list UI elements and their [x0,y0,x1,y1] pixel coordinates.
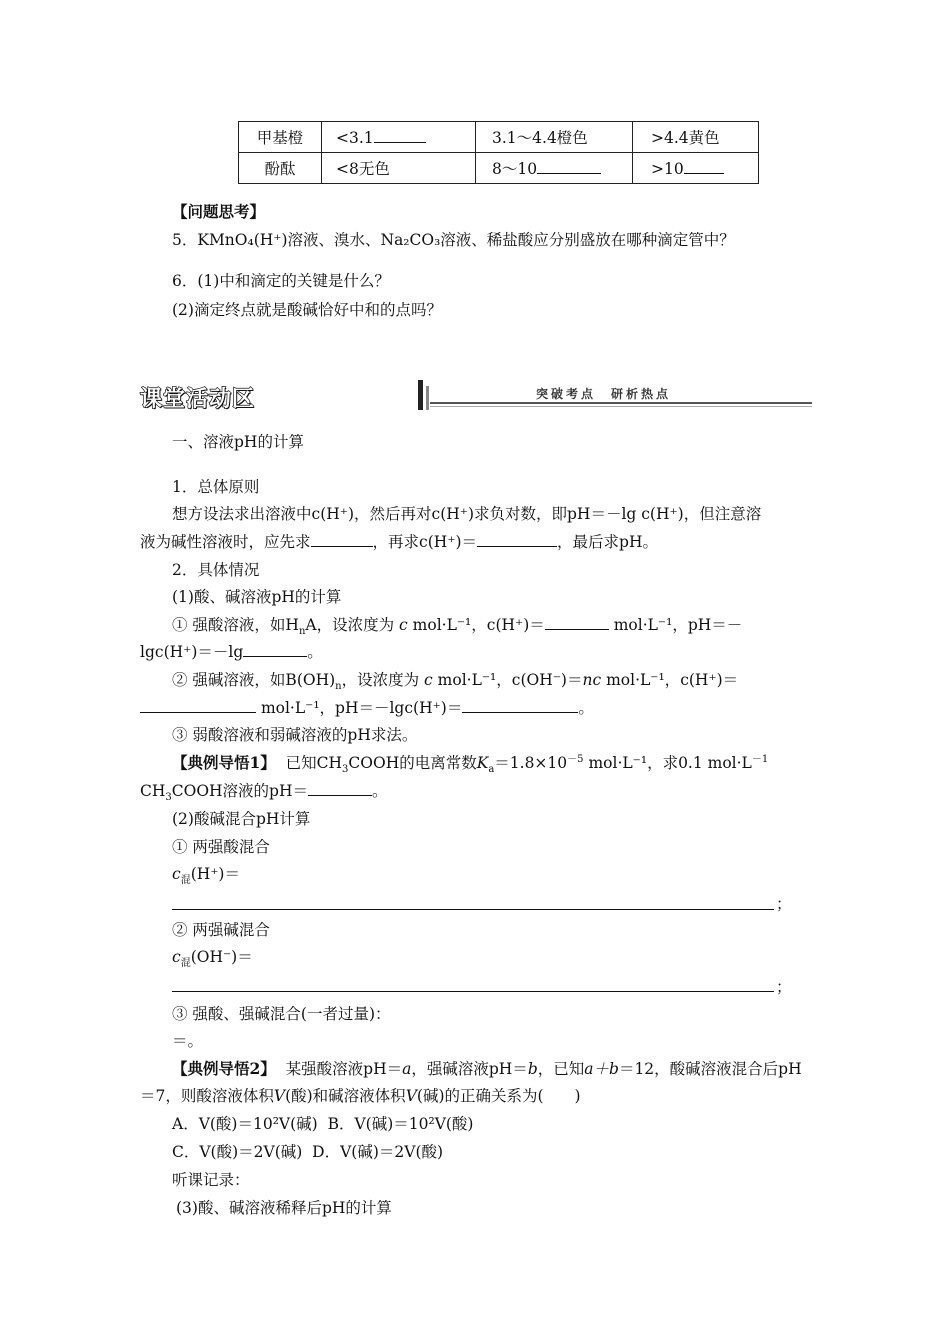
section-heading: 一、溶液pH的计算 [172,433,304,451]
question-6-2: (2)滴定终点就是酸碱恰好中和的点吗？ [172,301,442,319]
fill-blank [374,127,426,143]
banner-bar [426,386,429,410]
paragraph-line: ＝。 [172,1032,204,1050]
fill-blank [311,531,373,547]
formula-line: $c_混(H^+)=$ [172,865,240,887]
paragraph-line: lgc(H⁺)＝－lg 。 [140,643,323,661]
paragraph-line: ③ 强酸、强碱混合(一者过量)： [172,1005,391,1023]
banner-rule [430,402,812,404]
question-6-1: 6．(1)中和滴定的关键是什么？ [172,272,390,290]
option-d[interactable]: D．V(碱)＝2V(酸) [312,1143,444,1161]
paragraph-line: 液为碱性溶液时，应先求 ，再求c(H⁺)＝ ，最后求pH。 [140,533,658,551]
table-cell: 酚酞 [239,153,322,184]
fill-blank [172,991,774,992]
option-c[interactable]: C．V(酸)＝2V(碱) [172,1143,303,1161]
table-row [239,153,759,184]
table-cell: <3.1 [322,122,476,153]
fill-blank [243,641,307,657]
table-cell: 8～10 [476,153,633,184]
fill-blank [477,531,557,547]
subheading: (3)酸、碱溶液稀释后pH的计算 [176,1199,392,1217]
paragraph-line: ③ 弱酸溶液和弱碱溶液的pH求法。 [172,726,418,744]
formula-line: $c_混(OH^-)=$ [172,948,253,970]
example-2-line: 【典例导悟2】 某强酸溶液pH＝a，强碱溶液pH＝b，已知a＋b＝12，酸碱溶液混合后pH [172,1059,802,1078]
paragraph-line: 想方设法求出溶液中c(H⁺)，然后再对c(H⁺)求负对数，即pH＝－lg c(H⁺)，但注意溶 [172,505,762,523]
subheading-cases: 2．具体情况 [172,561,260,579]
table-row [239,122,759,153]
fill-blank [172,909,774,910]
section-banner [140,380,812,414]
subheading-principle: 1．总体原则 [172,478,260,496]
fill-blank [684,158,724,174]
indicator-color-table [238,121,759,184]
table-cell: <8无色 [322,153,476,184]
paragraph-line: ① 强酸溶液，如$H_nA$，设浓度为 c mol·L⁻¹，c(H⁺)＝ mol·L⁻¹，pH＝－ [172,616,743,638]
option-a[interactable]: A．V(酸)＝10²V(碱) [172,1115,318,1133]
example-1-line: $CH_3COOH$溶液的pH＝ 。 [140,782,388,804]
semicolon: ； [776,978,792,996]
fill-blank [545,614,609,630]
question-5: 5．KMnO₄(H⁺)溶液、溴水、Na₂CO₃溶液、稀盐酸应分别盛放在哪种滴定管中？ [172,231,735,249]
example-1-line: 【典例导悟1】 已知$CH_3COOH$的电离常数$K_a=1.8\times 10^{-5}$ mol·L⁻¹，求0.1 $mol\cdot L^{-1}$ [172,753,769,776]
table-cell: 甲基橙 [239,122,322,153]
banner-subtitle: 突破考点 研析热点 [536,387,672,401]
subheading: (1)酸、碱溶液pH的计算 [172,588,342,606]
example-2-line: ＝7，则酸溶液体积V(酸)和碱溶液体积V(碱)的正确关系为( ) [140,1087,581,1105]
paragraph-line: ① 两强酸混合 [172,838,270,856]
fill-blank [537,158,601,174]
think-heading: 【问题思考】 [172,202,266,221]
fill-blank [308,780,372,796]
option-line [172,1113,473,1135]
fill-blank [140,697,256,713]
banner-title: 课堂活动区 [140,387,256,412]
table-cell: >4.4黄色 [633,122,759,153]
semicolon: ； [776,895,792,913]
banner-bar [418,380,423,410]
subheading: (2)酸碱混合pH计算 [172,810,311,828]
notes-label: 听课记录： [172,1171,250,1189]
option-line [172,1141,443,1163]
table-cell: >10 [633,153,759,184]
paragraph-line: ② 强碱溶液，如$B(OH)_n$，设浓度为 c mol·L⁻¹，c(OH⁻)＝nc mol·L⁻¹，c(H⁺)＝ [172,671,739,693]
table-cell: 3.1～4.4橙色 [476,122,633,153]
paragraph-line: ② 两强碱混合 [172,921,270,939]
fill-blank [462,697,578,713]
option-b[interactable]: B．V(碱)＝10²V(酸) [327,1115,474,1133]
paragraph-line: mol·L⁻¹，pH＝－lgc(H⁺)＝ 。 [140,697,594,719]
banner-rule [430,406,812,407]
